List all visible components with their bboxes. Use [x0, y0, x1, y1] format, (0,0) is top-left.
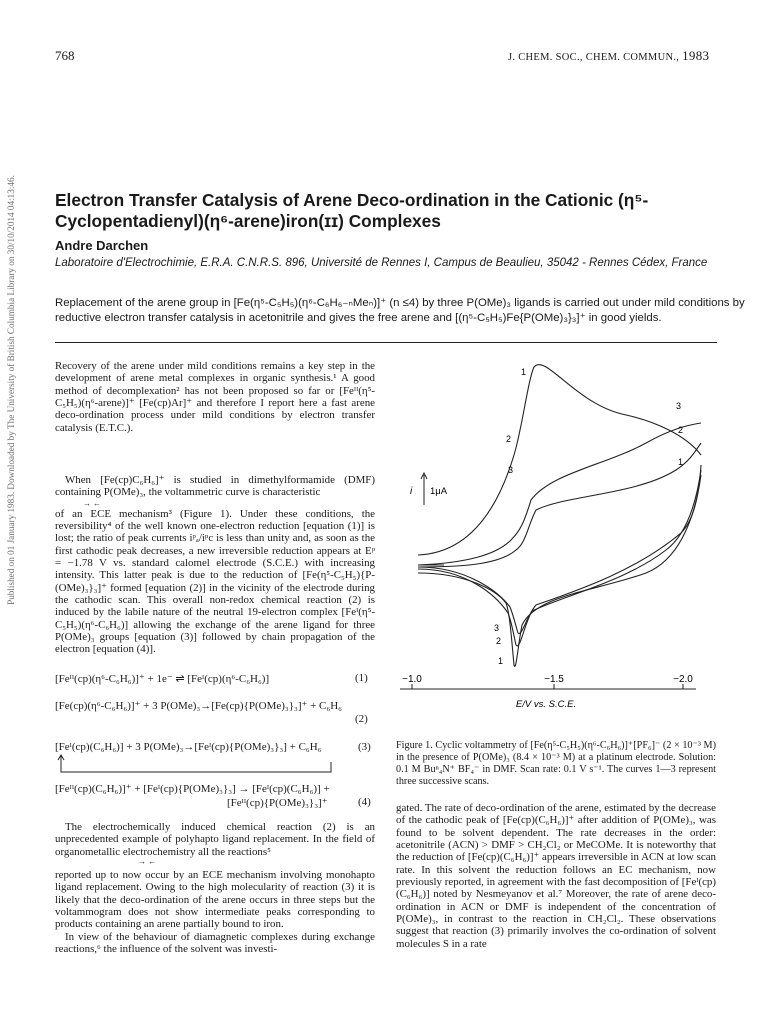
equation-2-number: (2) — [355, 713, 368, 725]
equation-3-number: (3) — [358, 741, 371, 753]
curve-1-label: 1 — [521, 367, 527, 377]
journal-year: 1983 — [682, 48, 710, 63]
x-axis-label: E/V vs. S.C.E. — [515, 699, 577, 710]
curve-2-label: 2 — [506, 434, 512, 444]
ece-arrows: → ← — [83, 498, 101, 508]
ece-arrows-2: → ← — [138, 857, 156, 866]
abstract-rule — [55, 342, 717, 343]
current-scale-label: 1μA — [430, 486, 448, 497]
body-paragraph-2a: When [Fe(cp)C₆H₆]⁺ is studied in dimethylformamide (DMF) containing P(OMe)₃, the voltammetric curve is characteristic — [55, 474, 375, 499]
curve-3-upper — [418, 443, 701, 567]
article-abstract: Replacement of the arene group in [Fe(η⁵-C₅H₅)(η⁶-C₆H₆₋ₙMeₙ)]⁺ (n ≤4) by three P(OMe)₃ ligands is carried out under mild conditions by reductive electron transfer catalysis in acetonitrile and gives the free arene and [(η⁵-C₅H₅)Fe{P(OMe)₃}₃]⁺ in good yields. — [55, 297, 745, 324]
body-paragraph-2 — [55, 474, 375, 656]
equation-1: [Feᴵᴵ(cp)(η⁶-C₆H₆)]⁺ + 1e⁻ ⇌ [Feᴵ(cp)(η⁶-C₆H₆)] — [55, 673, 270, 685]
article-author: Andre Darchen — [55, 238, 149, 253]
x-tick-label: −2.0 — [673, 674, 693, 685]
curve-1-label-c: 1 — [498, 656, 504, 666]
curve-2-label-c: 2 — [496, 636, 502, 646]
figure-caption: Figure 1. Cyclic voltammetry of [Fe(η⁵-C₅H₅)(η⁶-C₆H₆)]⁺[PF₆]⁻ (2 × 10⁻³ M) in the presence of P(OMe)₃ (8.4 × 10⁻³ M) at a platinum electrode. Solution: 0.1 M Buⁿ₄N⁺ BF₄⁻ in DMF. Scan rate: 0.1 V s⁻¹. The curves 1—3 represent three successive scans. — [396, 740, 716, 787]
body-paragraph-5: In view of the behaviour of diamagnetic complexes during exchange reactions,⁶ the influence of the solvent was investi- — [55, 931, 375, 956]
curve-3-label-c: 3 — [494, 623, 500, 633]
body-paragraph-6: gated. The rate of deco-ordination of the arene, estimated by the decrease of the cathodic peak of [Fe(cp)(C₆H₆)]⁺ after addition of P(OMe)₃, was found to be solvent dependent. The rate decreases in the order: acetonitrile (ACN) > DMF > CH₂Cl₂ or MeCOMe. It is noteworthy that the reduction of [Fe(cp)(C₆H₆)]⁺ appears irreversible in ACN at low scan rate. In this solvent the reduction follows an EC mechanism, now previously reported, in agreement with the fast decomposition of [Feᴵ(cp)(C₆H₆)] noted by Nesmeyanov et al.⁷ Moreover, the rate of arene deco-ordination in ACN or DMF is independent of the concentration of P(OMe)₃, in contrast to the reaction in CH₂Cl₂. These observations suggest that reaction (3) primarily involves the co-ordination of solvent molecules S in a rate — [396, 802, 716, 950]
curve-1-upper — [418, 365, 701, 555]
curve-3-lower — [418, 465, 701, 634]
curve-2-lower — [418, 470, 701, 646]
journal-name: J. CHEM. SOC., CHEM. COMMUN., — [508, 52, 680, 63]
curve-1-label-b: 1 — [678, 457, 684, 467]
article-affiliation: Laboratoire d'Electrochimie, E.R.A. C.N.R.S. 896, Université de Rennes I, Campus de Beaulieu, 35042 - Rennes Cédex, France — [55, 257, 708, 269]
body-paragraph-2b: of an ECE mechanism³ (Figure 1). Under these conditions, the reversibility⁴ of the well known one-electron reduction [equation (1)] is lost; the ratio of peak currents iᵖₐ/iᵖc is less than unity and, as soon as the first cathodic peak decreases, a new irreversible reduction appears at Eᵖ = −1.78 V vs. standard calomel electrode (S.C.E.) with increasing intensity. This latter peak is due to the reduction of [Fe(η⁵-C₅H₅){P-(OMe)₃}₃]⁺ formed [equation (2)] in the vicinity of the electrode during the cathodic scan. This overall non-redox chemical reaction (2) is induced by the labile nature of the neutral 19-electron complex [Feᴵ(η⁵-C₅H₅)(η⁶-C₆H₆)] allowing the exchange of the arene ligand for three P(OMe)₃ groups [equation (3)] followed by chain propagation of the electron [equation (4)]. — [55, 507, 375, 656]
chain-propagation-arrow — [55, 752, 355, 778]
equation-3: [Feᴵ(cp)(C₆H₆)] + 3 P(OMe)₃→[Feᴵ(cp){P(OMe)₃}₃] + C₆H₆ — [55, 741, 322, 753]
x-tick-label: −1.0 — [402, 674, 422, 685]
download-notice — [4, 130, 18, 650]
body-paragraph-3: The electrochemically induced chemical reaction (2) is an unprecedented example of polyhapto ligand replacement. In the field of organometallic electrochemistry all the reactions⁵ — [55, 821, 375, 858]
equation-4-line-2: [Feᴵᴵ(cp){P(OMe)₃}₃]⁺ — [227, 797, 328, 809]
download-notice-text: Published on 01 January 1983. Downloaded by The University of British Columbia Library on 30/10/2014 04:13:46. — [6, 175, 16, 605]
equation-2: [Fe(cp)(η⁶-C₆H₆)]⁺ + 3 P(OMe)₃→[Fe(cp){P(OMe)₃}₃]⁺ + C₆H₆ — [55, 700, 342, 712]
body-paragraph-1: Recovery of the arene under mild conditions remains a key step in the development of arene metal complexes in organic synthesis.¹ A good method of decomplexation² has not been proposed so far or [Feᴵᴵ(η⁵-C₅H₅)(η⁶-arene)]⁺ [Fe(cp)Ar]⁺ and therefore I report here a fast arene deco-ordination process under mild conditions by electron transfer catalysis (E.T.C.). — [55, 360, 375, 434]
cyclic-voltammogram — [396, 355, 716, 715]
curve-3-label-b: 3 — [676, 401, 682, 411]
equation-1-number: (1) — [355, 672, 368, 684]
current-label: i — [410, 486, 413, 497]
curve-2-upper — [418, 423, 701, 565]
curve-2-label-b: 2 — [678, 425, 684, 435]
x-tick-label: −1.5 — [544, 674, 564, 685]
body-paragraph-4: reported up to now occur by an ECE mechanism involving monohapto ligand replacement. Owing to the high molecularity of reaction (3) it is likely that the deco-ordination of the arene occurs in three steps but the voltammogram does not show intermediate peaks corresponding to products containing an arene partially bound to iron. — [55, 869, 375, 931]
article-title: Electron Transfer Catalysis of Arene Deco-ordination in the Cationic (η⁵-Cyclopentadienyl)(η⁶-arene)iron(ɪɪ) Complexes — [55, 190, 649, 231]
equation-4: [Feᴵᴵ(cp)(C₆H₆)]⁺ + [Feᴵ(cp){P(OMe)₃}₃] → [Feᴵ(cp)(C₆H₆)] + — [55, 783, 330, 795]
page-number: 768 — [55, 48, 75, 63]
curve-1-lower — [418, 475, 701, 666]
journal-header — [508, 48, 709, 64]
equation-4-number: (4) — [358, 796, 371, 808]
curve-3-label: 3 — [508, 465, 514, 475]
